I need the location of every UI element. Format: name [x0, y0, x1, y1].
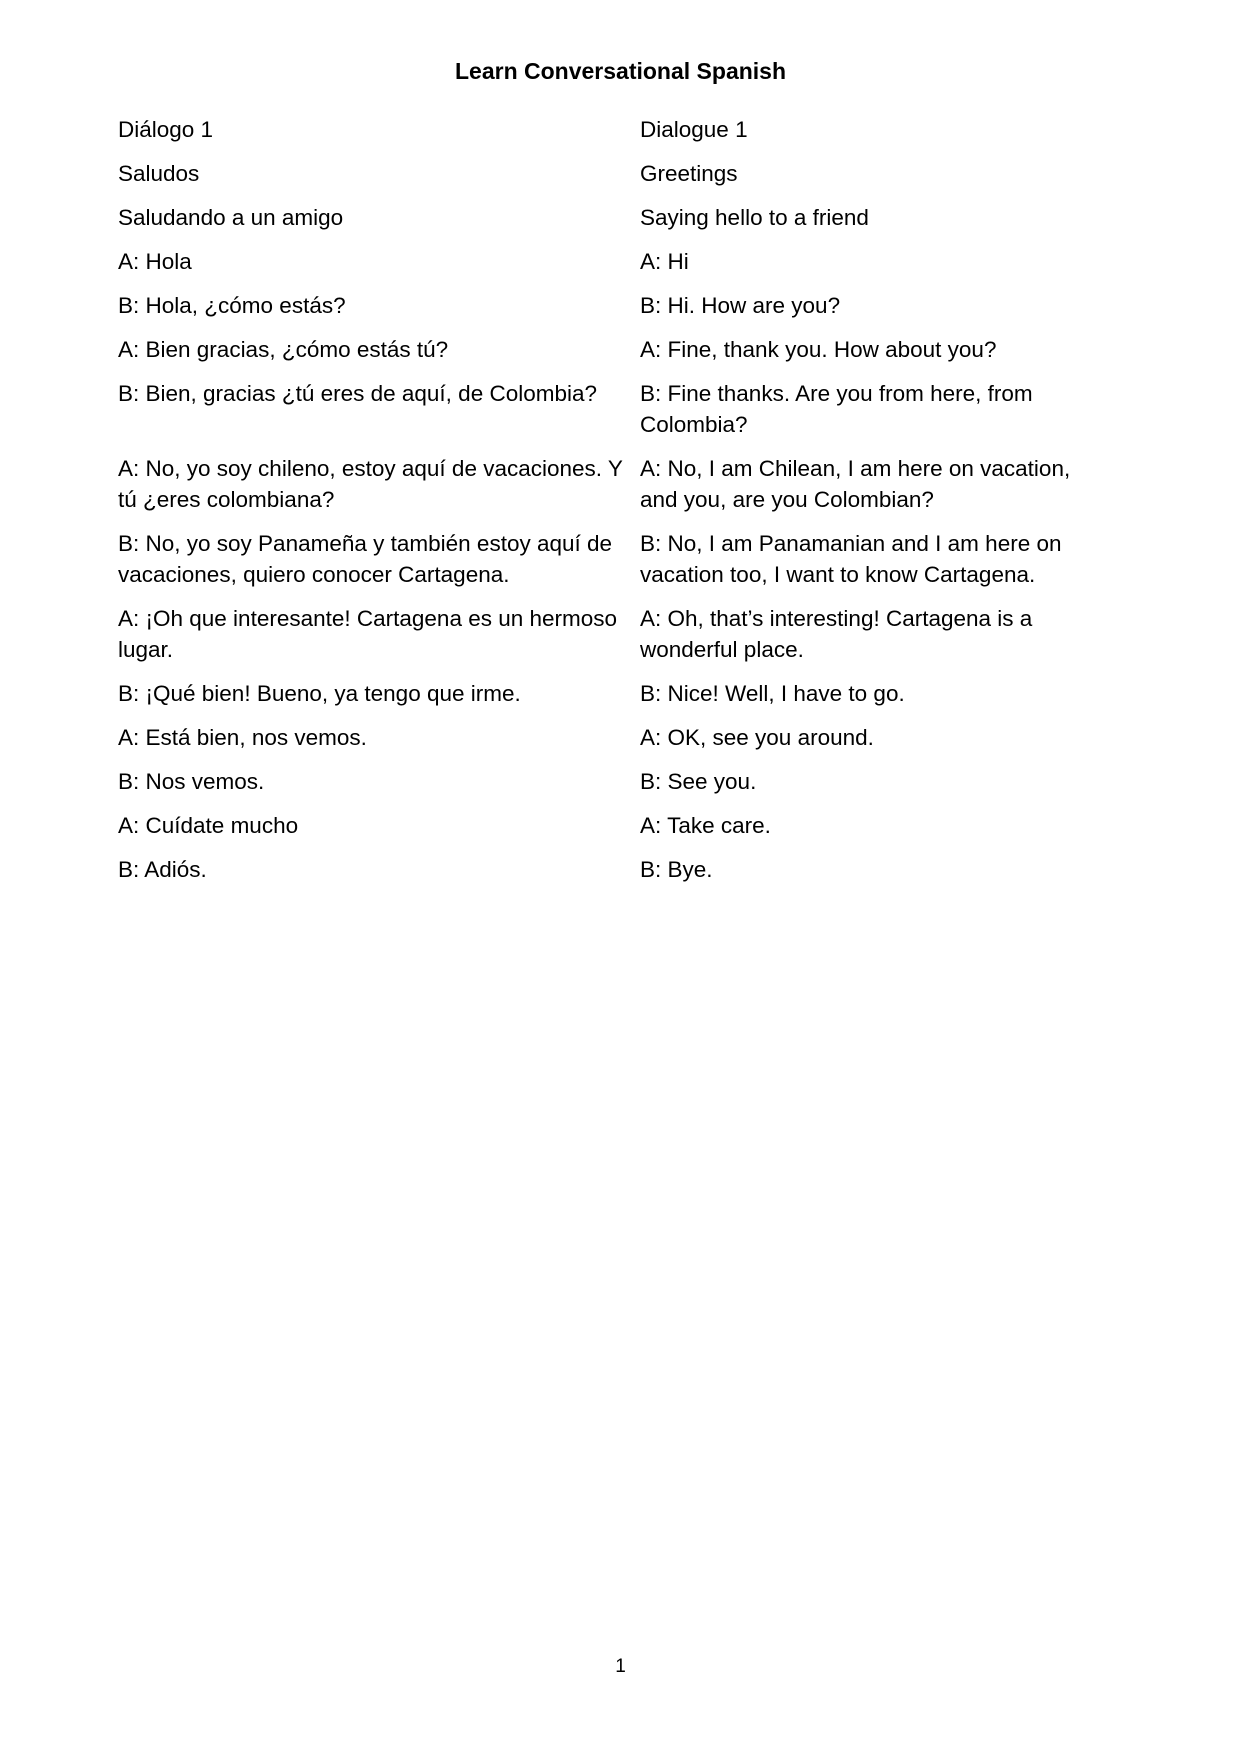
spanish-text: B: No, yo soy Panameña y también estoy aquí de vacaciones, quiero conocer Cartagena. — [118, 531, 613, 587]
spanish-text: B: Adiós. — [118, 857, 207, 882]
spanish-text: A: Hola — [118, 249, 192, 274]
dialogue-row — [118, 854, 1118, 885]
english-text: B: See you. — [640, 769, 757, 794]
english-text: B: No, I am Panamanian and I am here on vacation too, I want to know Cartagena. — [640, 531, 1062, 587]
spanish-text: Saludando a un amigo — [118, 205, 344, 230]
dialogue-row — [118, 334, 1118, 365]
dialogue-row — [118, 114, 1118, 145]
english-text: A: No, I am Chilean, I am here on vacation, and you, are you Colombian? — [640, 456, 1071, 512]
spanish-text: Saludos — [118, 161, 200, 186]
dialogue-row — [118, 378, 1118, 440]
dialogue-row — [118, 766, 1118, 797]
english-text: Dialogue 1 — [640, 117, 748, 142]
english-text: Greetings — [640, 161, 738, 186]
english-text: B: Fine thanks. Are you from here, from Colombia? — [640, 381, 1033, 437]
english-text: B: Nice! Well, I have to go. — [640, 681, 905, 706]
dialogue-row — [118, 453, 1118, 515]
spanish-text: A: Cuídate mucho — [118, 813, 299, 838]
spanish-text: B: Nos vemos. — [118, 769, 265, 794]
spanish-text: A: No, yo soy chileno, estoy aquí de vacaciones. Y tú ¿eres colombiana? — [118, 456, 623, 512]
spanish-text: A: ¡Oh que interesante! Cartagena es un hermoso lugar. — [118, 606, 618, 662]
spanish-text: Diálogo 1 — [118, 117, 214, 142]
page-number: 1 — [615, 1656, 626, 1677]
spanish-text: B: Bien, gracias ¿tú eres de aquí, de Colombia? — [118, 381, 598, 406]
english-text: B: Bye. — [640, 857, 713, 882]
dialogue-table — [118, 114, 1118, 898]
dialogue-row — [118, 603, 1118, 665]
dialogue-row — [118, 528, 1118, 590]
english-text: A: OK, see you around. — [640, 725, 874, 750]
dialogue-row — [118, 810, 1118, 841]
document-title: Learn Conversational Spanish — [454, 58, 787, 84]
english-text: Saying hello to a friend — [640, 205, 869, 230]
spanish-text: B: Hola, ¿cómo estás? — [118, 293, 346, 318]
dialogue-row — [118, 202, 1118, 233]
english-text: A: Take care. — [640, 813, 771, 838]
dialogue-row — [118, 290, 1118, 321]
spanish-text: B: ¡Qué bien! Bueno, ya tengo que irme. — [118, 681, 521, 706]
english-text: B: Hi. How are you? — [640, 293, 841, 318]
english-text: A: Oh, that’s interesting! Cartagena is a wonderful place. — [640, 606, 1033, 662]
english-text: A: Hi — [640, 249, 689, 274]
spanish-text: A: Está bien, nos vemos. — [118, 725, 367, 750]
dialogue-row — [118, 246, 1118, 277]
spanish-text: A: Bien gracias, ¿cómo estás tú? — [118, 337, 449, 362]
dialogue-row — [118, 722, 1118, 753]
dialogue-row — [118, 678, 1118, 709]
english-text: A: Fine, thank you. How about you? — [640, 337, 997, 362]
dialogue-row — [118, 158, 1118, 189]
